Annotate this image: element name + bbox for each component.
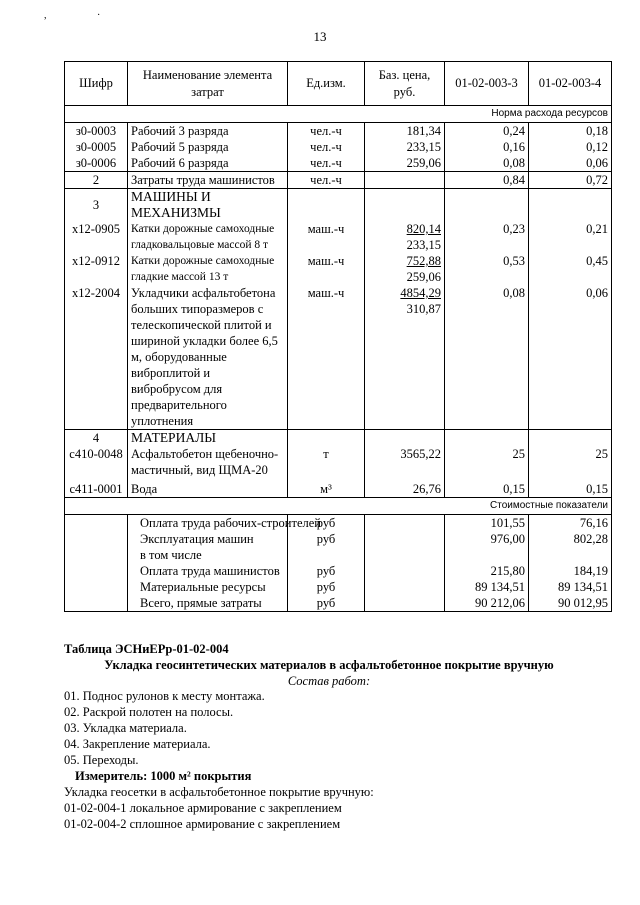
row-value-2: 0,12 xyxy=(529,139,612,155)
row-unit: чел.-ч xyxy=(288,139,365,155)
row-value-2: 0,15 xyxy=(529,478,612,498)
row-code: х12-0912 xyxy=(65,253,128,285)
cost-label-row xyxy=(65,498,612,515)
row-value-2: 0,18 xyxy=(529,123,612,140)
row-name: Рабочий 5 разряда xyxy=(128,139,288,155)
table-row xyxy=(65,285,612,430)
row-price: 181,34 xyxy=(365,123,445,140)
table-row xyxy=(65,253,612,285)
row-unit: маш.-ч xyxy=(288,221,365,253)
row-value-1: 0,23 xyxy=(445,221,529,253)
row-code: з0-0006 xyxy=(65,155,128,172)
totals-value-2: 90 012,95 xyxy=(529,595,612,612)
row-value-1: 0,08 xyxy=(445,285,529,430)
row-price xyxy=(365,172,445,189)
work-steps-list xyxy=(64,688,624,768)
row-price: 752,88 259,06 xyxy=(365,253,445,285)
row-unit: маш.-ч xyxy=(288,253,365,285)
work-composition-label: Состав работ: xyxy=(287,674,371,688)
header-col-003-3: 01-02-003-3 xyxy=(445,62,529,106)
totals-name: в том числе xyxy=(128,547,288,563)
row-value-2: 0,06 xyxy=(529,155,612,172)
row-name: Укладчики асфальтобетона больших типоразмеров с телескопической плитой и шириной укладки более 6,5 м, оборудованные виброплитой и вибробрусом для предварительного уплотнения xyxy=(128,285,288,430)
totals-row xyxy=(65,579,612,595)
section-heading: Укладка геосинтетических материалов в асфальтобетонное покрытие вручную xyxy=(104,658,554,672)
row-value-2: 0,21 xyxy=(529,221,612,253)
row-unit: чел.-ч xyxy=(288,123,365,140)
row-price: 4854,29 310,87 xyxy=(365,285,445,430)
section-title xyxy=(128,189,288,222)
row-value-1: 0,08 xyxy=(445,155,529,172)
table-row xyxy=(65,446,612,478)
operator-labor-row xyxy=(65,172,612,189)
row-value-1: 0,53 xyxy=(445,253,529,285)
row-price: 3565,22 xyxy=(365,446,445,478)
list-item: 02. Раскрой полотен на полосы. xyxy=(64,705,234,719)
page-number: 13 xyxy=(313,29,327,44)
totals-name: Оплата труда машинистов xyxy=(128,563,288,579)
row-code: х12-2004 xyxy=(65,285,128,430)
row-value-1: 25 xyxy=(445,446,529,478)
row-unit: м³ xyxy=(288,478,365,498)
row-name: Вода xyxy=(128,478,288,498)
row-price: 233,15 xyxy=(365,139,445,155)
materials-section-row xyxy=(65,430,612,447)
header-name: Наименование элемента затрат xyxy=(128,62,288,106)
totals-row xyxy=(65,515,612,532)
row-code: з0-0005 xyxy=(65,139,128,155)
totals-value-2: 802,28 xyxy=(529,531,612,547)
list-item: 01. Поднос рулонов к месту монтажа. xyxy=(64,689,265,703)
totals-row xyxy=(65,563,612,579)
row-unit: чел.-ч xyxy=(288,172,365,189)
table-row xyxy=(65,139,612,155)
totals-unit: руб xyxy=(288,531,365,547)
table-row xyxy=(65,123,612,140)
row-price: 820,14 233,15 xyxy=(365,221,445,253)
machines-section-row xyxy=(65,189,612,222)
table-title: Таблица ЭСНиЕРр-01-02-004 xyxy=(64,642,229,656)
totals-name: Материальные ресурсы xyxy=(128,579,288,595)
row-name: Затраты труда машинистов xyxy=(128,172,288,189)
cost-label: Стоимостные показатели xyxy=(65,498,612,515)
totals-name: Эксплуатация машин xyxy=(128,531,288,547)
scan-marks: , · xyxy=(44,10,125,21)
list-item: 03. Укладка материала. xyxy=(64,721,187,735)
section-code: 3 xyxy=(65,189,128,222)
variants-list xyxy=(64,800,624,832)
header-col-003-4: 01-02-003-4 xyxy=(529,62,612,106)
totals-value-2: 76,16 xyxy=(529,515,612,532)
totals-unit: руб xyxy=(288,563,365,579)
row-name: Рабочий 3 разряда xyxy=(128,123,288,140)
row-value-1: 0,84 xyxy=(445,172,529,189)
totals-unit: руб xyxy=(288,515,365,532)
row-value-1: 0,15 xyxy=(445,478,529,498)
meter-label: Измеритель: 1000 м² покрытия xyxy=(75,769,252,783)
totals-unit: руб xyxy=(288,595,365,612)
list-item: 04. Закрепление материала. xyxy=(64,737,211,751)
totals-unit: руб xyxy=(288,579,365,595)
row-value-2: 0,72 xyxy=(529,172,612,189)
row-name: Катки дорожные самоходные гладкие массой 13 т xyxy=(128,253,288,285)
totals-name: Всего, прямые затраты xyxy=(128,595,288,612)
row-price: 26,76 xyxy=(365,478,445,498)
row-unit: т xyxy=(288,446,365,478)
row-name: Рабочий 6 разряда xyxy=(128,155,288,172)
table-row xyxy=(65,155,612,172)
section-title-line: МАШИНЫ И xyxy=(131,189,211,204)
totals-value-2: 89 134,51 xyxy=(529,579,612,595)
row-price: 259,06 xyxy=(365,155,445,172)
totals-row xyxy=(65,531,612,547)
row-code: с410-0048 xyxy=(65,446,128,478)
variants-intro: Укладка геосетки в асфальтобетонное покрытие вручную: xyxy=(64,785,374,799)
list-item: 05. Переходы. xyxy=(64,753,139,767)
row-unit: маш.-ч xyxy=(288,285,365,430)
totals-value-1: 89 134,51 xyxy=(445,579,529,595)
totals-value-1: 90 212,06 xyxy=(445,595,529,612)
totals-row xyxy=(65,595,612,612)
row-code: з0-0003 xyxy=(65,123,128,140)
row-value-2: 25 xyxy=(529,446,612,478)
header-price: Баз. цена, руб. xyxy=(365,62,445,106)
totals-value-2: 184,19 xyxy=(529,563,612,579)
table-row xyxy=(65,478,612,498)
row-unit: чел.-ч xyxy=(288,155,365,172)
totals-value-1: 215,80 xyxy=(445,563,529,579)
table-header-row xyxy=(65,62,612,106)
row-code: х12-0905 xyxy=(65,221,128,253)
row-name: Катки дорожные самоходные гладковальцовые массой 8 т xyxy=(128,221,288,253)
norm-label-row xyxy=(65,106,612,123)
row-value-2: 0,45 xyxy=(529,253,612,285)
totals-value-1: 976,00 xyxy=(445,531,529,547)
totals-value-1: 101,55 xyxy=(445,515,529,532)
header-code: Шифр xyxy=(65,62,128,106)
totals-row xyxy=(65,547,612,563)
list-item: 01-02-004-2 сплошное армирование с закреплением xyxy=(64,817,341,831)
totals-name: Оплата труда рабочих-строителей xyxy=(128,515,288,532)
row-code: с411-0001 xyxy=(65,478,128,498)
section-title: МАТЕРИАЛЫ xyxy=(128,430,288,447)
row-value-1: 0,24 xyxy=(445,123,529,140)
norm-label: Норма расхода ресурсов xyxy=(65,106,612,123)
table-row xyxy=(65,221,612,253)
header-unit: Ед.изм. xyxy=(288,62,365,106)
norms-table xyxy=(64,61,612,612)
row-value-1: 0,16 xyxy=(445,139,529,155)
list-item: 01-02-004-1 локальное армирование с закреплением xyxy=(64,801,342,815)
section-code: 4 xyxy=(65,430,128,447)
row-code: 2 xyxy=(65,172,128,189)
section-title-line: МЕХАНИЗМЫ xyxy=(131,205,221,220)
row-name: Асфальтобетон щебеночно- мастичный, вид ЩМА-20 xyxy=(128,446,288,478)
row-value-2: 0,06 xyxy=(529,285,612,430)
